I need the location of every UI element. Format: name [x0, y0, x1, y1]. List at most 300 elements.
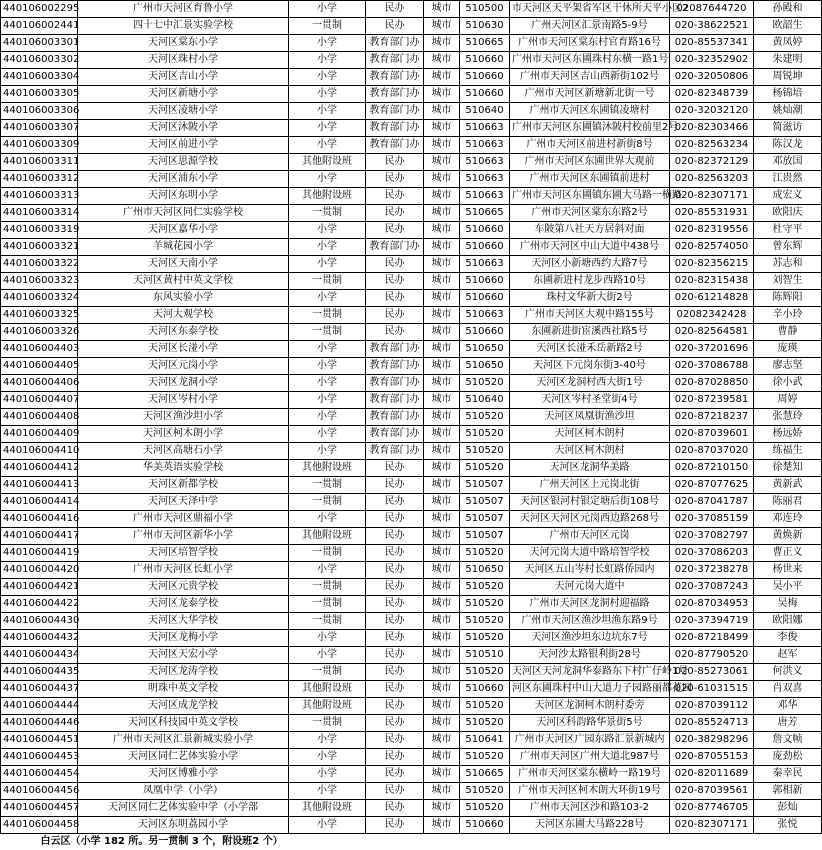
school-type-cell: 其他附设班 — [289, 681, 366, 698]
area-type-cell: 城市 — [424, 120, 460, 137]
school-name-cell: 天河区博雅小学 — [78, 766, 289, 783]
area-type-cell: 城市 — [424, 460, 460, 477]
contact-person-cell: 邓放国 — [754, 154, 822, 171]
table-row — [1, 715, 822, 732]
table-row — [1, 511, 822, 528]
area-type-cell: 城市 — [424, 426, 460, 443]
table-row — [1, 154, 822, 171]
school-operator-cell: 民办 — [366, 545, 424, 562]
school-name-cell: 天河区龙梅小学 — [78, 630, 289, 647]
school-name-cell: 天河区沐陂小学 — [78, 120, 289, 137]
address-cell: 天河区凤凰街渔沙坦 — [510, 409, 670, 426]
address-cell: 天河区龙洞柯木朗村委旁 — [510, 698, 670, 715]
address-cell: 天河区银河村银定塘后街108号 — [510, 494, 670, 511]
school-code-cell: 440106004416 — [1, 511, 78, 528]
school-operator-cell: 民办 — [366, 715, 424, 732]
area-type-cell: 城市 — [424, 579, 460, 596]
address-cell: 广州市天河区东圃镇沐陂村校前里2号 — [510, 120, 670, 137]
school-code-cell: 440106003319 — [1, 222, 78, 239]
table-row — [1, 664, 822, 681]
school-operator-cell: 民办 — [366, 817, 424, 834]
school-code-cell: 440106004422 — [1, 596, 78, 613]
school-type-cell: 一贯制 — [289, 579, 366, 596]
contact-person-cell: 黄凤婷 — [754, 35, 822, 52]
school-operator-cell: 教育部门办 — [366, 137, 424, 154]
school-code-cell: 440106004414 — [1, 494, 78, 511]
table-row — [1, 392, 822, 409]
school-code-cell: 440106004409 — [1, 426, 78, 443]
school-type-cell: 小学 — [289, 647, 366, 664]
table-row — [1, 596, 822, 613]
table-row — [1, 171, 822, 188]
postal-code-cell: 510660 — [460, 239, 510, 256]
postal-code-cell: 510660 — [460, 273, 510, 290]
area-type-cell: 城市 — [424, 171, 460, 188]
school-code-cell: 440106004458 — [1, 817, 78, 834]
area-type-cell: 城市 — [424, 341, 460, 358]
school-code-cell: 440106003321 — [1, 239, 78, 256]
school-operator-cell: 民办 — [366, 630, 424, 647]
school-operator-cell: 民办 — [366, 511, 424, 528]
school-operator-cell: 民办 — [366, 205, 424, 222]
school-code-cell: 440106003309 — [1, 137, 78, 154]
school-type-cell: 一贯制 — [289, 307, 366, 324]
area-type-cell: 城市 — [424, 409, 460, 426]
area-type-cell: 城市 — [424, 613, 460, 630]
school-type-cell: 小学 — [289, 86, 366, 103]
contact-person-cell: 周婷 — [754, 392, 822, 409]
table-row — [1, 341, 822, 358]
postal-code-cell: 510507 — [460, 511, 510, 528]
school-type-cell: 小学 — [289, 443, 366, 460]
area-type-cell: 城市 — [424, 681, 460, 698]
school-name-cell: 天河区岑村小学 — [78, 392, 289, 409]
contact-person-cell: 赵军 — [754, 647, 822, 664]
school-name-cell: 天河区凌塘小学 — [78, 103, 289, 120]
area-type-cell: 城市 — [424, 222, 460, 239]
contact-person-cell: 杨世来 — [754, 562, 822, 579]
area-type-cell: 城市 — [424, 1, 460, 18]
address-cell: 天河区小新塘西约大路7号 — [510, 256, 670, 273]
school-name-cell: 天河区黄村中英文学校 — [78, 273, 289, 290]
phone-cell: 020-87218237 — [670, 409, 754, 426]
school-type-cell: 小学 — [289, 817, 366, 834]
table-row — [1, 443, 822, 460]
school-name-cell: 广州市天河区同仁实验学校 — [78, 205, 289, 222]
table-row — [1, 137, 822, 154]
address-cell: 天河区下元岗东街3-40号 — [510, 358, 670, 375]
area-type-cell: 城市 — [424, 800, 460, 817]
contact-person-cell: 詹文帧 — [754, 732, 822, 749]
address-cell: 天河区科韵路华景街5号 — [510, 715, 670, 732]
school-code-cell: 440106002295 — [1, 1, 78, 18]
phone-cell: 020-82372129 — [670, 154, 754, 171]
school-name-cell: 天河区东明小学 — [78, 188, 289, 205]
phone-cell: 020-85524713 — [670, 715, 754, 732]
school-name-cell: 华美英语实验学校 — [78, 460, 289, 477]
school-code-cell: 440106004446 — [1, 715, 78, 732]
phone-cell: 020-87041787 — [670, 494, 754, 511]
school-code-cell: 440106002441 — [1, 18, 78, 35]
school-code-cell: 440106004453 — [1, 749, 78, 766]
school-name-cell: 天河区天南小学 — [78, 256, 289, 273]
address-cell: 天河元岗大道中路培智学校 — [510, 545, 670, 562]
school-type-cell: 小学 — [289, 1, 366, 18]
postal-code-cell: 510520 — [460, 749, 510, 766]
school-name-cell: 羊城花园小学 — [78, 239, 289, 256]
postal-code-cell: 510520 — [460, 715, 510, 732]
contact-person-cell: 孙殿和 — [754, 1, 822, 18]
contact-person-cell: 张慧玲 — [754, 409, 822, 426]
address-cell: 广州天河区上元岗北街 — [510, 477, 670, 494]
address-cell: 广州市天河区元岗 — [510, 528, 670, 545]
school-name-cell: 天河区龙泰学校 — [78, 596, 289, 613]
school-type-cell: 其他附设班 — [289, 460, 366, 477]
address-cell: 天河区渔沙坦东边坑东7号 — [510, 630, 670, 647]
school-operator-cell: 民办 — [366, 613, 424, 630]
contact-person-cell: 邓连玲 — [754, 511, 822, 528]
contact-person-cell: 徐楚知 — [754, 460, 822, 477]
area-type-cell: 城市 — [424, 766, 460, 783]
area-type-cell: 城市 — [424, 494, 460, 511]
postal-code-cell: 510660 — [460, 681, 510, 698]
school-name-cell: 天河区同仁艺体实验小学 — [78, 749, 289, 766]
contact-person-cell: 邓华 — [754, 698, 822, 715]
school-operator-cell: 民办 — [366, 562, 424, 579]
school-name-cell: 天河区天宏小学 — [78, 647, 289, 664]
contact-person-cell: 江贵然 — [754, 171, 822, 188]
school-name-cell: 天河大观学校 — [78, 307, 289, 324]
area-type-cell: 城市 — [424, 35, 460, 52]
school-code-cell: 440106003304 — [1, 69, 78, 86]
contact-person-cell: 成宏义 — [754, 188, 822, 205]
postal-code-cell: 510660 — [460, 290, 510, 307]
table-row — [1, 222, 822, 239]
school-name-cell: 天河区嘉华小学 — [78, 222, 289, 239]
table-row — [1, 545, 822, 562]
phone-cell: 020-87077625 — [670, 477, 754, 494]
address-cell: 河区东圃珠村中山大道力子园路丽都花园 — [510, 681, 670, 698]
school-type-cell: 一贯制 — [289, 545, 366, 562]
school-name-cell: 天河区同仁艺体实验中学（小学部 — [78, 800, 289, 817]
postal-code-cell: 510520 — [460, 579, 510, 596]
postal-code-cell: 510507 — [460, 528, 510, 545]
school-name-cell: 广州市天河区鼎福小学 — [78, 511, 289, 528]
area-type-cell: 城市 — [424, 18, 460, 35]
table-row — [1, 749, 822, 766]
postal-code-cell: 510630 — [460, 18, 510, 35]
school-code-cell: 440106004419 — [1, 545, 78, 562]
school-name-cell: 天河区培智学校 — [78, 545, 289, 562]
address-cell: 市天河区天平架省军区干休所天平小区2 — [510, 1, 670, 18]
school-name-cell: 天河区柯木朗小学 — [78, 426, 289, 443]
table-row — [1, 460, 822, 477]
school-type-cell: 小学 — [289, 69, 366, 86]
school-operator-cell: 教育部门办 — [366, 375, 424, 392]
school-code-cell: 440106004406 — [1, 375, 78, 392]
postal-code-cell: 510520 — [460, 698, 510, 715]
area-type-cell: 城市 — [424, 664, 460, 681]
contact-person-cell: 唐芳 — [754, 715, 822, 732]
address-cell: 广州市天河区棠东横岭一路19号 — [510, 766, 670, 783]
table-row — [1, 766, 822, 783]
contact-person-cell: 欧韶生 — [754, 18, 822, 35]
table-row — [1, 35, 822, 52]
address-cell: 广州市天河区棠东村官育路16号 — [510, 35, 670, 52]
school-type-cell: 小学 — [289, 766, 366, 783]
phone-cell: 020-82564581 — [670, 324, 754, 341]
postal-code-cell: 510660 — [460, 817, 510, 834]
school-name-cell: 凤凰中学（小学） — [78, 783, 289, 800]
phone-cell: 02087644720 — [670, 1, 754, 18]
area-type-cell: 城市 — [424, 375, 460, 392]
school-name-cell: 广州市天河区长虹小学 — [78, 562, 289, 579]
address-cell: 广州市天河区龙洞村迎福路 — [510, 596, 670, 613]
area-type-cell: 城市 — [424, 86, 460, 103]
school-name-cell: 天河区新都学校 — [78, 477, 289, 494]
phone-cell: 020-87039112 — [670, 698, 754, 715]
area-type-cell: 城市 — [424, 562, 460, 579]
address-cell: 天河区东圃大马路228号 — [510, 817, 670, 834]
school-name-cell: 天河区龙洞小学 — [78, 375, 289, 392]
school-code-cell: 440106004417 — [1, 528, 78, 545]
address-cell: 天河区岑村圣堂街4号 — [510, 392, 670, 409]
school-operator-cell: 民办 — [366, 698, 424, 715]
school-code-cell: 440106003301 — [1, 35, 78, 52]
school-code-cell: 440106003305 — [1, 86, 78, 103]
address-cell: 广州市天河区东圃世界大观前 — [510, 154, 670, 171]
school-type-cell: 一贯制 — [289, 715, 366, 732]
school-type-cell: 其他附设班 — [289, 154, 366, 171]
school-operator-cell: 民办 — [366, 681, 424, 698]
school-type-cell: 小学 — [289, 137, 366, 154]
phone-cell: 020-85537341 — [670, 35, 754, 52]
address-cell: 广州市天河区东圃珠村东横一路1号 — [510, 52, 670, 69]
contact-person-cell: 周锐坤 — [754, 69, 822, 86]
phone-cell: 020-61031515 — [670, 681, 754, 698]
table-row — [1, 120, 822, 137]
address-cell: 广州市天河区棠东东路2号 — [510, 205, 670, 222]
school-code-cell: 440106004407 — [1, 392, 78, 409]
postal-code-cell: 510520 — [460, 375, 510, 392]
school-type-cell: 一贯制 — [289, 596, 366, 613]
postal-code-cell: 510520 — [460, 409, 510, 426]
phone-cell: 020-61214828 — [670, 290, 754, 307]
postal-code-cell: 510665 — [460, 766, 510, 783]
address-cell: 天河区龙洞华美路 — [510, 460, 670, 477]
postal-code-cell: 510520 — [460, 596, 510, 613]
table-row — [1, 358, 822, 375]
address-cell: 天河区五山岑村长虹路侨园内 — [510, 562, 670, 579]
school-operator-cell: 教育部门办 — [366, 426, 424, 443]
address-cell: 广州市天河区渔沙坦渔东路9号 — [510, 613, 670, 630]
postal-code-cell: 510663 — [460, 256, 510, 273]
school-type-cell: 小学 — [289, 35, 366, 52]
school-type-cell: 一贯制 — [289, 273, 366, 290]
postal-code-cell: 510663 — [460, 154, 510, 171]
contact-person-cell: 欧阳庆 — [754, 205, 822, 222]
school-code-cell: 440106003325 — [1, 307, 78, 324]
postal-code-cell: 510520 — [460, 613, 510, 630]
phone-cell: 020-32050806 — [670, 69, 754, 86]
school-code-cell: 440106004457 — [1, 800, 78, 817]
postal-code-cell: 510507 — [460, 494, 510, 511]
area-type-cell: 城市 — [424, 749, 460, 766]
address-cell: 天河区天河区元岗西边路268号 — [510, 511, 670, 528]
school-name-cell: 明珠中英文学校 — [78, 681, 289, 698]
school-operator-cell: 教育部门办 — [366, 52, 424, 69]
school-type-cell: 小学 — [289, 120, 366, 137]
school-operator-cell: 民办 — [366, 188, 424, 205]
contact-person-cell: 刘智生 — [754, 273, 822, 290]
area-type-cell: 城市 — [424, 698, 460, 715]
postal-code-cell: 510660 — [460, 69, 510, 86]
school-name-cell: 天河区前进小学 — [78, 137, 289, 154]
school-operator-cell: 教育部门办 — [366, 86, 424, 103]
school-code-cell: 440106004413 — [1, 477, 78, 494]
postal-code-cell: 510520 — [460, 664, 510, 681]
area-type-cell: 城市 — [424, 817, 460, 834]
phone-cell: 020-32032120 — [670, 103, 754, 120]
phone-cell: 020-87037020 — [670, 443, 754, 460]
address-cell: 广州市天河区新塘新北街一号 — [510, 86, 670, 103]
contact-person-cell: 曾东辉 — [754, 239, 822, 256]
phone-cell: 020-37394719 — [670, 613, 754, 630]
address-cell: 东圃新进村龙步西路10号 — [510, 273, 670, 290]
school-type-cell: 其他附设班 — [289, 528, 366, 545]
district-summary-row — [1, 834, 822, 850]
school-operator-cell: 民办 — [366, 579, 424, 596]
table-row — [1, 18, 822, 35]
school-operator-cell: 民办 — [366, 171, 424, 188]
school-operator-cell: 民办 — [366, 800, 424, 817]
contact-person-cell: 秦幸民 — [754, 766, 822, 783]
school-name-cell: 天河区思源学校 — [78, 154, 289, 171]
table-row — [1, 783, 822, 800]
school-operator-cell: 民办 — [366, 528, 424, 545]
school-name-cell: 天河区龙涛学校 — [78, 664, 289, 681]
school-code-cell: 440106004420 — [1, 562, 78, 579]
phone-cell: 020-82307171 — [670, 188, 754, 205]
address-cell: 车陂第八社天方居斜对面 — [510, 222, 670, 239]
address-cell: 广州市天河区沙和路103-2 — [510, 800, 670, 817]
school-code-cell: 440106004421 — [1, 579, 78, 596]
postal-code-cell: 510650 — [460, 358, 510, 375]
table-row — [1, 630, 822, 647]
phone-cell: 020-82011689 — [670, 766, 754, 783]
phone-cell: 020-82307171 — [670, 817, 754, 834]
school-name-cell: 天河区珠村小学 — [78, 52, 289, 69]
contact-person-cell: 廖志坚 — [754, 358, 822, 375]
area-type-cell: 城市 — [424, 511, 460, 528]
contact-person-cell: 彭灿 — [754, 800, 822, 817]
school-type-cell: 一贯制 — [289, 18, 366, 35]
postal-code-cell: 510507 — [460, 477, 510, 494]
school-name-cell: 天河区大华学校 — [78, 613, 289, 630]
address-cell: 天河区龙洞村西大街1号 — [510, 375, 670, 392]
school-name-cell: 四十七中汇景实验学校 — [78, 18, 289, 35]
school-operator-cell: 教育部门办 — [366, 409, 424, 426]
address-cell: 广州市天河区柯木朗大环街19号 — [510, 783, 670, 800]
school-operator-cell: 民办 — [366, 290, 424, 307]
school-name-cell: 东风实验小学 — [78, 290, 289, 307]
address-cell: 广州天河区汇景南路5-9号 — [510, 18, 670, 35]
school-name-cell: 天河区浦东小学 — [78, 171, 289, 188]
school-type-cell: 一贯制 — [289, 613, 366, 630]
area-type-cell: 城市 — [424, 256, 460, 273]
contact-person-cell: 欧阳娜 — [754, 613, 822, 630]
contact-person-cell: 练福生 — [754, 443, 822, 460]
postal-code-cell: 510665 — [460, 205, 510, 222]
school-type-cell: 小学 — [289, 375, 366, 392]
address-cell: 广州市天河区大观中路155号 — [510, 307, 670, 324]
phone-cell: 020-37201696 — [670, 341, 754, 358]
school-operator-cell: 教育部门办 — [366, 69, 424, 86]
area-type-cell: 城市 — [424, 239, 460, 256]
contact-person-cell: 曹静 — [754, 324, 822, 341]
address-cell: 天河区柯木朗村 — [510, 426, 670, 443]
phone-cell: 020-82574050 — [670, 239, 754, 256]
area-type-cell: 城市 — [424, 154, 460, 171]
school-code-cell: 440106003323 — [1, 273, 78, 290]
area-type-cell: 城市 — [424, 630, 460, 647]
phone-cell: 02082342428 — [670, 307, 754, 324]
school-code-cell: 440106004408 — [1, 409, 78, 426]
school-type-cell: 小学 — [289, 222, 366, 239]
postal-code-cell: 510663 — [460, 307, 510, 324]
table-row — [1, 273, 822, 290]
area-type-cell: 城市 — [424, 443, 460, 460]
postal-code-cell: 510660 — [460, 86, 510, 103]
postal-code-cell: 510520 — [460, 800, 510, 817]
address-cell: 珠村文华新大街2号 — [510, 290, 670, 307]
area-type-cell: 城市 — [424, 307, 460, 324]
school-type-cell: 小学 — [289, 290, 366, 307]
school-code-cell: 440106004451 — [1, 732, 78, 749]
school-operator-cell: 民办 — [366, 664, 424, 681]
contact-person-cell: 庞瑛 — [754, 341, 822, 358]
school-code-cell: 440106004456 — [1, 783, 78, 800]
table-row — [1, 528, 822, 545]
postal-code-cell: 510641 — [460, 732, 510, 749]
school-type-cell: 小学 — [289, 783, 366, 800]
school-type-cell: 其他附设班 — [289, 800, 366, 817]
phone-cell: 020-82348739 — [670, 86, 754, 103]
postal-code-cell: 510665 — [460, 35, 510, 52]
phone-cell: 020-38622521 — [670, 18, 754, 35]
table-row — [1, 324, 822, 341]
school-name-cell: 天河区长湴小学 — [78, 341, 289, 358]
area-type-cell: 城市 — [424, 290, 460, 307]
table-row — [1, 1, 822, 18]
school-operator-cell: 民办 — [366, 596, 424, 613]
school-code-cell: 440106003324 — [1, 290, 78, 307]
school-name-cell: 广州市天河区育鲁小学 — [78, 1, 289, 18]
address-cell: 广州市天河区中山大道中438号 — [510, 239, 670, 256]
phone-cell: 020-87055153 — [670, 749, 754, 766]
school-code-cell: 440106003322 — [1, 256, 78, 273]
phone-cell: 020-82563234 — [670, 137, 754, 154]
school-name-cell: 天河区天泽中学 — [78, 494, 289, 511]
school-type-cell: 小学 — [289, 511, 366, 528]
school-name-cell: 天河区元贵学校 — [78, 579, 289, 596]
school-operator-cell: 民办 — [366, 647, 424, 664]
phone-cell: 020-87034953 — [670, 596, 754, 613]
area-type-cell: 城市 — [424, 324, 460, 341]
contact-person-cell: 辛小玲 — [754, 307, 822, 324]
school-code-cell: 440106003302 — [1, 52, 78, 69]
table-row — [1, 69, 822, 86]
